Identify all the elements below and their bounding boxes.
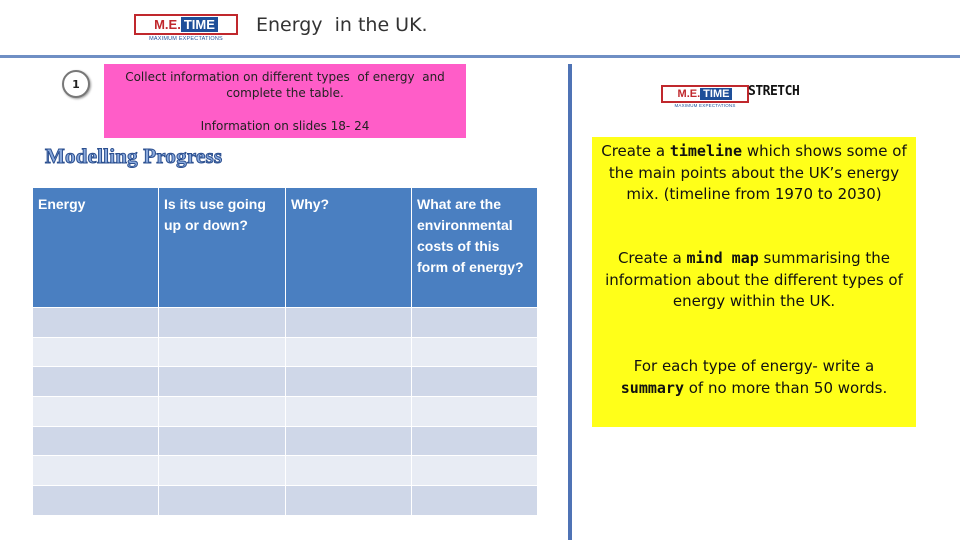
header-divider	[0, 55, 960, 58]
table-cell[interactable]	[286, 308, 412, 338]
table-row	[33, 337, 538, 367]
stretch-mindmap-text: Create a mind map summarising the information about the different types of energy within the UK.	[605, 249, 903, 310]
logo-tagline: MAXIMUM EXPECTATIONS	[674, 103, 736, 108]
table-cell[interactable]	[159, 397, 286, 427]
page-title: Energy in the UK.	[256, 14, 428, 36]
table-header-row	[33, 188, 538, 308]
me-time-logo-small	[661, 85, 749, 108]
table-cell[interactable]	[33, 486, 159, 516]
table-cell[interactable]	[33, 397, 159, 427]
table-cell[interactable]	[33, 367, 159, 397]
table-cell[interactable]	[412, 456, 538, 486]
me-time-logo	[134, 14, 238, 42]
table-cell[interactable]	[33, 337, 159, 367]
table-cell[interactable]	[286, 337, 412, 367]
header-environmental-costs: What are the environmental costs of this form of energy?	[412, 188, 538, 308]
table-cell[interactable]	[286, 456, 412, 486]
logo-tagline: MAXIMUM EXPECTATIONS	[149, 36, 223, 42]
table-cell[interactable]	[286, 426, 412, 456]
header-why: Why?	[286, 188, 412, 308]
table-cell[interactable]	[159, 486, 286, 516]
table-cell[interactable]	[33, 456, 159, 486]
header-use-trend: Is its use going up or down?	[159, 188, 286, 308]
task-instruction: Collect information on different types of energy and complete the table.	[125, 70, 449, 100]
table-cell[interactable]	[286, 367, 412, 397]
table-cell[interactable]	[159, 456, 286, 486]
table-cell[interactable]	[412, 426, 538, 456]
task-box	[104, 64, 466, 138]
table-cell[interactable]	[412, 308, 538, 338]
table-row	[33, 397, 538, 427]
task-info: Information on slides 18- 24	[200, 119, 370, 133]
table-row	[33, 426, 538, 456]
table-cell[interactable]	[412, 337, 538, 367]
table-cell[interactable]	[159, 426, 286, 456]
table-cell[interactable]	[412, 397, 538, 427]
table-cell[interactable]	[159, 367, 286, 397]
column-divider	[568, 64, 572, 540]
table-cell[interactable]	[412, 367, 538, 397]
logo-mark: M.E. TIME	[134, 14, 238, 35]
logo-mark: M.E. TIME	[661, 85, 749, 103]
table-cell[interactable]	[286, 397, 412, 427]
stretch-timeline-text: Create a timeline which shows some of the main points about the UK’s energy mix. (timeline from 1970 to 2030)	[601, 142, 907, 203]
stretch-task-box	[592, 137, 916, 427]
table-row	[33, 308, 538, 338]
table-row	[33, 367, 538, 397]
table-row	[33, 456, 538, 486]
task-number-badge: 1	[62, 70, 90, 98]
modelling-progress-heading: Modelling Progress	[45, 144, 223, 168]
table-cell[interactable]	[159, 308, 286, 338]
table-cell[interactable]	[286, 486, 412, 516]
stretch-label: STRETCH	[748, 84, 800, 99]
table-cell[interactable]	[412, 486, 538, 516]
table-cell[interactable]	[33, 426, 159, 456]
header-energy: Energy	[33, 188, 159, 308]
energy-table	[32, 187, 538, 516]
table-cell[interactable]	[33, 308, 159, 338]
stretch-summary-text: For each type of energy- write a summary of no more than 50 words.	[620, 357, 888, 397]
table-row	[33, 486, 538, 516]
table-cell[interactable]	[159, 337, 286, 367]
